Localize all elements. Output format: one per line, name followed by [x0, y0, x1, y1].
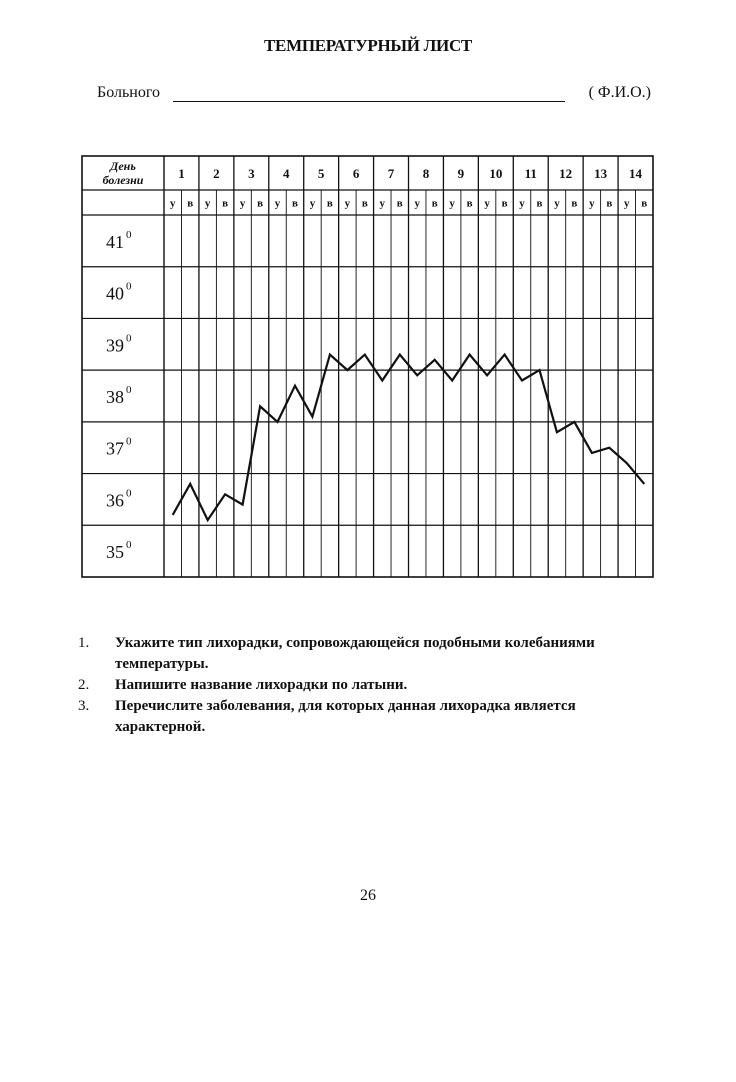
day-label: 4	[283, 166, 290, 181]
period-label: у	[239, 197, 246, 210]
day-label: 5	[317, 166, 325, 181]
period-label: у	[204, 197, 211, 210]
period-label: в	[571, 197, 578, 210]
period-label: у	[414, 197, 420, 210]
period-label: у	[449, 197, 455, 210]
period-label: у	[309, 197, 316, 210]
period-label: в	[257, 197, 264, 210]
chart-header-label: болезни	[102, 173, 144, 187]
temperature-label: 41	[106, 231, 124, 252]
degree-mark: 0	[126, 487, 132, 500]
period-label: в	[187, 197, 194, 210]
temperature-label: 36	[106, 490, 124, 511]
period-label: у	[589, 197, 595, 210]
period-label: в	[292, 197, 298, 210]
degree-mark: 0	[126, 539, 132, 552]
day-label: 10	[489, 166, 503, 181]
question-item	[78, 633, 666, 675]
document-title: ТЕМПЕРАТУРНЫЙ ЛИСТ	[264, 36, 472, 55]
period-label: в	[466, 197, 473, 210]
question-text: Перечислите заболевания, для которых данная лихорадка является характерной.	[115, 698, 576, 735]
day-label: 14	[629, 166, 643, 181]
degree-mark: 0	[126, 280, 132, 293]
period-label: у	[519, 197, 525, 210]
day-label: 7	[387, 166, 395, 181]
degree-mark: 0	[126, 435, 132, 448]
question-item	[78, 675, 666, 696]
patient-fio-hint: ( Ф.И.О.)	[588, 84, 651, 101]
period-label: у	[624, 197, 630, 210]
period-label: в	[222, 197, 229, 210]
degree-mark: 0	[126, 228, 132, 241]
degree-mark: 0	[126, 384, 132, 396]
day-label: 6	[352, 166, 360, 181]
questions-list	[78, 633, 666, 738]
day-label: 2	[213, 166, 220, 181]
question-text: Напишите название лихорадки по латыни.	[115, 677, 408, 693]
period-label: в	[501, 197, 508, 210]
period-label: у	[169, 197, 176, 210]
period-label: у	[554, 197, 560, 210]
temperature-label: 37	[106, 438, 124, 459]
period-label: у	[484, 197, 490, 210]
period-label: в	[641, 197, 648, 210]
day-label: 12	[559, 166, 573, 181]
question-number: 3.	[78, 698, 90, 714]
period-label: у	[379, 197, 386, 210]
period-label: у	[344, 197, 351, 210]
chart-header-label: День	[110, 159, 136, 173]
period-label: в	[396, 197, 403, 210]
period-label: в	[361, 197, 368, 210]
day-label: 3	[248, 166, 255, 181]
day-label: 11	[524, 166, 537, 181]
question-text: Укажите тип лихорадки, сопровождающейся подобными колебаниями температуры.	[115, 635, 595, 672]
temperature-label: 39	[106, 335, 124, 356]
temperature-label: 35	[106, 542, 124, 563]
day-label: 1	[178, 166, 185, 181]
temperature-label: 38	[106, 387, 124, 407]
period-label: в	[326, 197, 333, 210]
period-label: в	[536, 197, 543, 210]
question-number: 1.	[78, 635, 90, 651]
temperature-label: 40	[106, 283, 124, 304]
question-item	[78, 696, 666, 738]
page-number: 26	[360, 887, 376, 904]
question-number: 2.	[78, 677, 90, 693]
period-label: в	[606, 197, 613, 210]
period-label: у	[274, 197, 281, 210]
period-label: в	[431, 197, 438, 210]
day-label: 8	[422, 166, 430, 181]
patient-label: Больного	[97, 84, 160, 101]
degree-mark: 0	[126, 332, 132, 345]
chart-border	[82, 156, 653, 577]
day-label: 13	[594, 166, 608, 181]
day-label: 9	[457, 166, 465, 181]
